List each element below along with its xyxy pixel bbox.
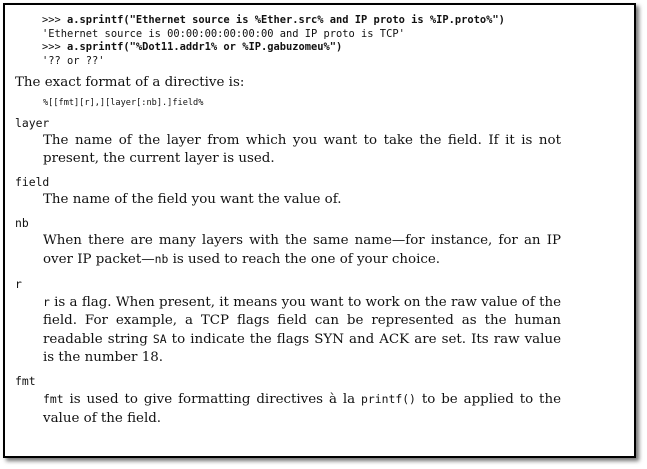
definition-text: When there are many layers with the same name—for instance, for an IP over IP packet— bbox=[43, 233, 561, 268]
definition-text: The name of the layer from which you want to take the field. If it is not present, the current layer is used. bbox=[43, 132, 561, 166]
definition-text: is used to give formatting directives à la bbox=[63, 392, 362, 408]
code-prompt: >>> bbox=[42, 41, 68, 54]
inline-code: fmt bbox=[43, 392, 64, 407]
format-syntax: %[[fmt][r],][layer[:nb].]field% bbox=[43, 97, 204, 108]
code-output: '?? or ??' bbox=[42, 54, 105, 67]
document-frame bbox=[3, 3, 636, 458]
term-fmt: fmt bbox=[15, 374, 36, 389]
definition-text: to be applied to the value of the field. bbox=[43, 392, 561, 426]
inline-code: printf() bbox=[361, 392, 416, 407]
definition-text: The name of the field you want the value of. bbox=[43, 191, 342, 207]
definition-text: to indicate the flags SYN and ACK are set. Its raw value is the number 18. bbox=[43, 332, 561, 366]
code-command: a.sprintf("Ethernet source is %Ether.src% and IP proto is %IP.proto%") bbox=[67, 14, 505, 26]
term-r: r bbox=[15, 276, 22, 291]
definition-nb bbox=[43, 232, 561, 269]
definition-layer bbox=[43, 132, 561, 168]
inline-code: nb bbox=[154, 252, 169, 267]
code-example bbox=[42, 14, 627, 68]
inline-code: SA bbox=[152, 332, 167, 346]
term-nb: nb bbox=[15, 216, 29, 231]
definition-text: is used to reach the one of your choice. bbox=[168, 252, 441, 268]
code-output: 'Ethernet source is 00:00:00:00:00:00 and IP proto is TCP' bbox=[42, 27, 405, 40]
code-command: a.sprintf("%Dot11.addr1% or %IP.gabuzomeu%") bbox=[67, 41, 343, 54]
definition-field bbox=[43, 191, 561, 209]
code-prompt: >>> bbox=[42, 14, 68, 26]
document-content bbox=[15, 14, 627, 435]
intro-paragraph: The exact format of a directive is: bbox=[15, 75, 245, 91]
inline-code: r bbox=[43, 294, 50, 309]
definition-r bbox=[43, 293, 561, 368]
term-layer: layer bbox=[15, 115, 50, 130]
definition-fmt bbox=[43, 390, 561, 427]
definition-text: is a flag. When present, it means you want to work on the raw value of the field. For example, a TCP flags field can be represented as the human readable string bbox=[43, 294, 561, 347]
term-field: field bbox=[15, 174, 50, 189]
